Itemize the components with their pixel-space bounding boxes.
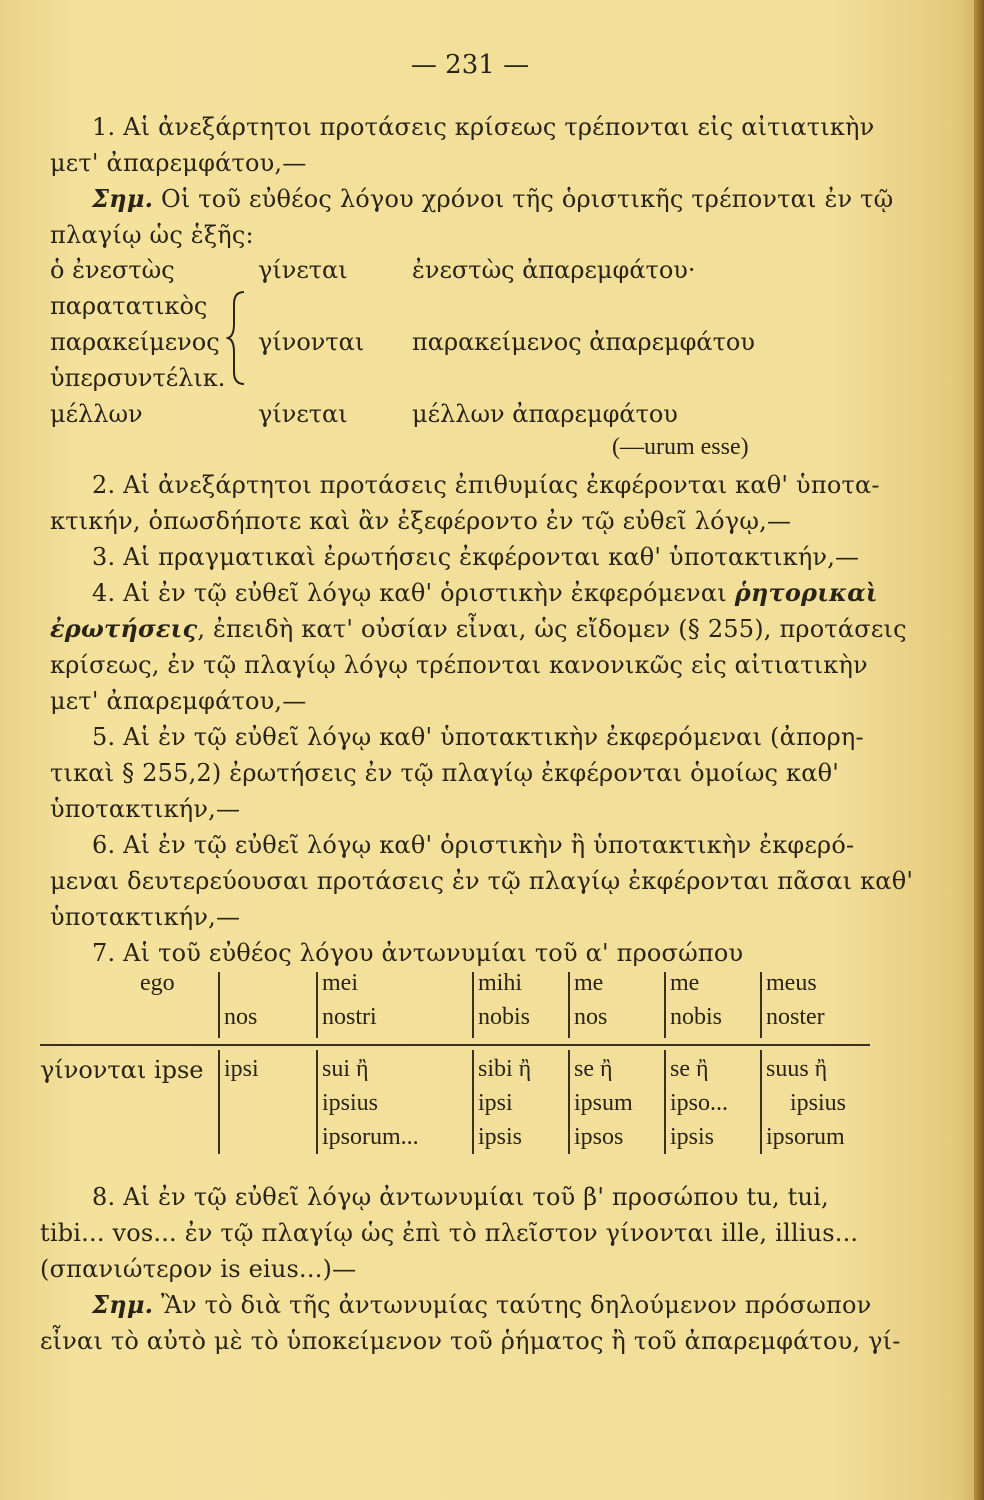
pronoun-cell: sui ἢ [322,1056,369,1082]
text-line: 4. Αἱ ἐν τῷ εὐθεῖ λόγῳ καθ' ὁριστικὴν ἐκφερόμεναι ῥητορικαὶ [92,578,878,607]
pronoun-cell: se ἢ [670,1056,709,1082]
note-line: Σημ. Οἱ τοῦ εὐθέος λόγου χρόνοι τῆς ὁριστικῆς τρέπονται ἐν τῷ [92,184,894,213]
text-line: (σπανιώτερον is eius...)— [40,1255,357,1283]
pronoun-cell: nobis [670,1004,723,1030]
tense-name: παρατατικὸς [50,292,208,320]
text-line: εἶναι τὸ αὐτὸ μὲ τὸ ὑποκείμενον τοῦ ῥήματος ἢ τοῦ ἀπαρεμφάτου, γί- [40,1327,901,1355]
table-rule [218,1050,220,1154]
pronoun-cell: mihi [478,970,523,996]
pronoun-cell: ipsius [790,1090,847,1116]
pronoun-cell: nos [224,1004,258,1030]
pronoun-cell: noster [766,1004,825,1030]
emphasis: ῥητορικαὶ [734,578,878,607]
note-label: Σημ. [92,1290,154,1319]
table-rule [40,1044,870,1046]
text-line: 8. Αἱ ἐν τῷ εὐθεῖ λόγῳ ἀντωνυμίαι τοῦ β' προσώπου tu, tui, [92,1183,829,1211]
table-rule [760,972,762,1038]
pronoun-cell: ipsius [322,1090,379,1116]
note-line: Σημ. Ἂν τὸ διὰ τῆς ἀντωνυμίας ταύτης δηλούμενον πρόσωπον [92,1290,872,1319]
tense-verb: γίνεται [258,400,348,428]
page-edge [974,0,984,1500]
table-rule [664,972,666,1038]
pronoun-cell: ipsorum... [322,1124,419,1150]
table-rule [316,972,318,1038]
text-line: τικαὶ § 255,2) ἐρωτήσεις ἐν τῷ πλαγίῳ ἐκφέρονται ὁμοίως καθ' [50,759,840,787]
text-line: ὑποτακτικήν,— [50,903,241,931]
text-line: 3. Αἱ πραγματικαὶ ἐρωτήσεις ἐκφέρονται καθ' ὑποτακτικήν,— [92,543,860,571]
tense-name: ὁ ἐνεστὼς [50,256,175,284]
text-line: 7. Αἱ τοῦ εὐθέος λόγου ἀντωνυμίαι τοῦ α' προσώπου [92,939,744,967]
pronoun-cell: mei [322,970,358,996]
pronoun-cell: ipsi [478,1090,513,1116]
text-line: μεναι δευτερεύουσαι προτάσεις ἐν τῷ πλαγίῳ ἐκφέρονται πᾶσαι καθ' [50,867,914,895]
text-line: μετ' ἀπαρεμφάτου,— [50,687,307,715]
text-line: ὑποτακτικήν,— [50,795,241,823]
pronoun-cell: ipsis [478,1124,523,1150]
table-rule [472,972,474,1038]
table-rule [760,1050,762,1154]
latin-note: (—urum esse) [612,434,749,460]
pronoun-cell: ipsis [670,1124,715,1150]
text-line: 5. Αἱ ἐν τῷ εὐθεῖ λόγῳ καθ' ὑποτακτικὴν ἐκφερόμεναι (ἀπορη- [92,723,864,751]
note-label: Σημ. [92,184,154,213]
tense-result: μέλλων ἀπαρεμφάτου [412,400,678,428]
text-line: 2. Αἱ ἀνεξάρτητοι προτάσεις ἐπιθυμίας ἐκφέρονται καθ' ὑποτα- [92,471,880,499]
table-rule [664,1050,666,1154]
tense-name: παρακείμενος [50,328,220,356]
text-line: tibi... vos... ἐν τῷ πλαγίῳ ὡς ἐπὶ τὸ πλεῖστον γίνονται ille, illius... [40,1219,859,1247]
tense-verb: γίνονται [258,328,365,356]
text-line: κτικήν, ὁπωσδήποτε καὶ ἂν ἐξεφέροντο ἐν τῷ εὐθεῖ λόγῳ,— [50,507,792,535]
tense-verb: γίνεται [258,256,348,284]
pronoun-cell: ipsi [224,1056,259,1082]
tense-result: παρακείμενος ἀπαρεμφάτου [412,328,755,356]
pronoun-cell: suus ἢ [766,1056,828,1082]
table-rule [568,972,570,1038]
text-line: πλαγίῳ ὡς ἑξῆς: [50,221,254,249]
page-number: — 231 — [410,50,530,80]
pronoun-cell: nobis [478,1004,531,1030]
pronoun-cell: me [574,970,604,996]
table-rule [218,972,220,1038]
tense-name: ὑπερσυντέλικ. [50,364,226,392]
tense-name: μέλλων [50,400,143,428]
pronoun-cell: nostri [322,1004,377,1030]
table-rule [568,1050,570,1154]
text-line: μετ' ἀπαρεμφάτου,— [50,149,307,177]
brace [226,290,256,386]
pronoun-cell: ipsorum [766,1124,845,1150]
tense-result: ἐνεστὼς ἀπαρεμφάτου· [412,256,696,284]
text-line: κρίσεως, ἐν τῷ πλαγίῳ λόγῳ τρέπονται κανονικῶς εἰς αἰτιατικὴν [50,651,868,679]
pronoun-cell: nos [574,1004,608,1030]
pronoun-cell: se ἢ [574,1056,613,1082]
pronoun-cell: ipsum [574,1090,633,1116]
table-rule [316,1050,318,1154]
text-line: 1. Αἱ ἀνεξάρτητοι προτάσεις κρίσεως τρέπονται εἰς αἰτιατικὴν [92,113,875,141]
text-line: 6. Αἱ ἐν τῷ εὐθεῖ λόγῳ καθ' ὁριστικὴν ἢ ὑποτακτικὴν ἐκφερό- [92,831,855,859]
pronoun-cell: meus [766,970,817,996]
pronoun-cell: ipsos [574,1124,624,1150]
pronoun-cell: me [670,970,700,996]
table-rule [472,1050,474,1154]
pronoun-cell: ego [140,970,175,996]
emphasis: ἐρωτήσεις [50,614,198,643]
pronoun-cell: ipso... [670,1090,729,1116]
pronoun-cell: sibi ἢ [478,1056,532,1082]
text-line: ἐρωτήσεις, ἐπειδὴ κατ' οὐσίαν εἶναι, ὡς εἴδομεν (§ 255), προτάσεις [50,614,907,643]
row-label: γίνονται ipse [40,1056,204,1084]
